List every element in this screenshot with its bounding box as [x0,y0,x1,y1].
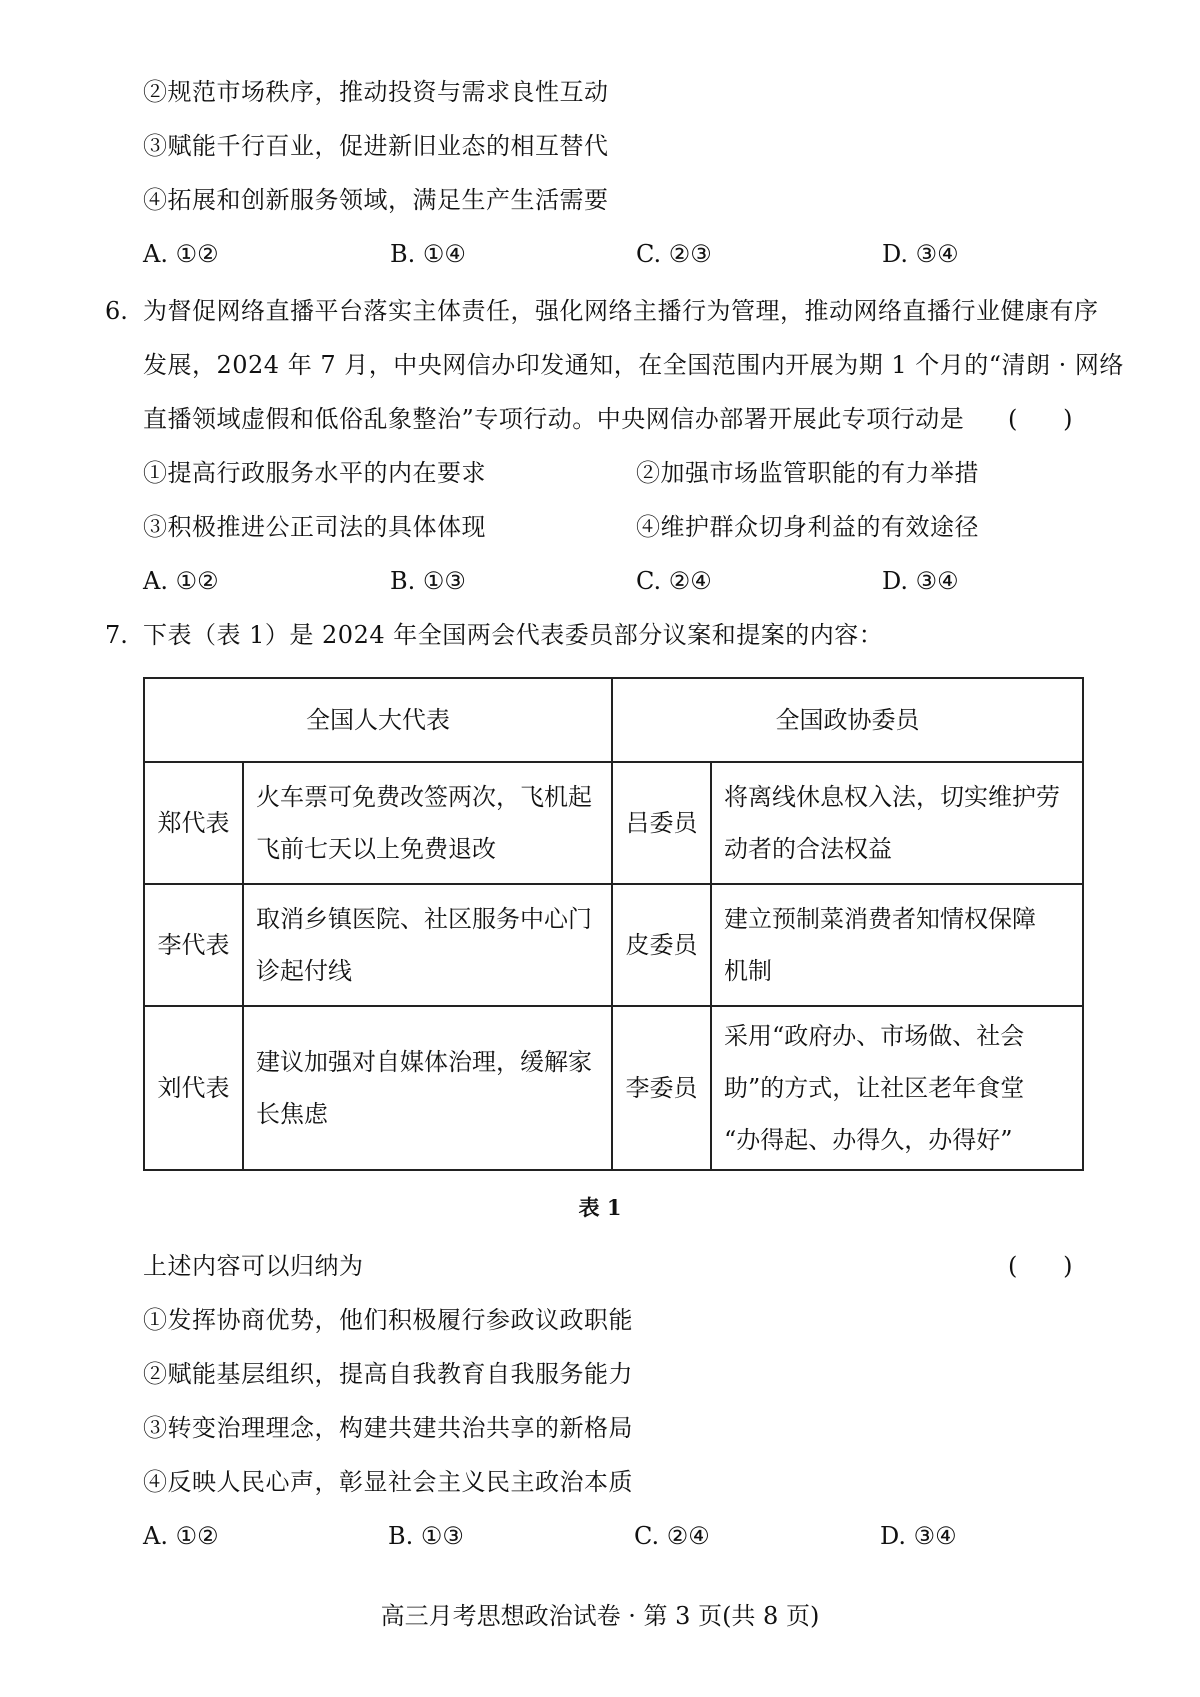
deputy-proposal-line: 取消乡镇医院、社区服务中心门 [256,905,592,933]
deputy-proposal-line: 飞前七天以上免费退改 [256,835,496,863]
q5-item-2: ②规范市场秩序，推动投资与需求良性互动 [143,78,609,106]
q7-number: 7. [105,621,128,649]
member-proposal-line: 助”的方式，让社区老年食堂 [724,1074,1025,1102]
deputy-proposal [243,884,612,1006]
member-proposal [711,762,1083,884]
q7-stem: 下表（表 1）是 2024 年全国两会代表委员部分议案和提案的内容： [143,621,884,649]
deputy-proposal-line: 长焦虑 [256,1100,328,1128]
table-row [144,762,1083,884]
q7-answer-paren: ( ) [1008,1252,1073,1280]
page-footer: 高三月考思想政治试卷 · 第 3 页(共 8 页) [380,1602,820,1630]
deputy-proposal-line: 建议加强对自媒体治理，缓解家 [256,1048,592,1076]
q6-number: 6. [105,297,128,325]
table-row [144,1006,1083,1170]
table-caption: 表 1 [578,1195,622,1220]
member-name: 吕委员 [612,762,711,884]
member-proposal-line: 动者的合法权益 [724,835,892,863]
q7-item-4: ④反映人民心声，彰显社会主义民主政治本质 [143,1468,633,1496]
q6-stem-line-3: 直播领域虚假和低俗乱象整治”专项行动。中央网信办部署开展此专项行动是 [143,405,965,433]
member-proposal-line: 建立预制菜消费者知情权保障 [724,905,1036,933]
q7-option-d: D. ③④ [880,1522,957,1550]
q6-option-c: C. ②④ [636,567,712,595]
q5-option-c: C. ②③ [636,240,712,268]
q6-item-1: ①提高行政服务水平的内在要求 [143,459,486,487]
q6-item-3: ③积极推进公正司法的具体体现 [143,513,486,541]
q6-answer-paren: ( ) [1008,405,1073,433]
q7-item-2: ②赋能基层组织，提高自我教育自我服务能力 [143,1360,633,1388]
deputy-name: 刘代表 [144,1006,243,1170]
member-proposal [711,884,1083,1006]
header-cppcc-members: 全国政协委员 [612,678,1083,762]
proposal-table [143,677,1084,1171]
deputy-proposal [243,762,612,884]
member-proposal-line: 将离线休息权入法，切实维护劳 [724,783,1060,811]
q6-option-a: A. ①② [143,567,219,595]
deputy-proposal-line: 火车票可免费改签两次，飞机起 [256,783,592,811]
deputy-name: 李代表 [144,884,243,1006]
deputy-proposal [243,1006,612,1170]
member-name: 皮委员 [612,884,711,1006]
q7-option-b: B. ①③ [388,1522,464,1550]
deputy-proposal-line: 诊起付线 [256,957,352,985]
q5-item-3: ③赋能千行百业，促进新旧业态的相互替代 [143,132,609,160]
q5-option-d: D. ③④ [882,240,959,268]
q7-option-c: C. ②④ [634,1522,710,1550]
q6-stem-line-2: 发展，2024 年 7 月，中央网信办印发通知，在全国范围内开展为期 1 个月的“清朗 · 网络 [143,351,1124,379]
table-header-row [144,678,1083,762]
q6-stem-line-1: 为督促网络直播平台落实主体责任，强化网络主播行为管理，推动网络直播行业健康有序 [143,297,1099,325]
member-name: 李委员 [612,1006,711,1170]
member-proposal-line: 采用“政府办、市场做、社会 [724,1022,1025,1050]
q5-item-4: ④拓展和创新服务领域，满足生产生活需要 [143,186,609,214]
q7-option-a: A. ①② [143,1522,219,1550]
q7-lead: 上述内容可以归纳为 [143,1252,364,1280]
q6-option-b: B. ①③ [390,567,466,595]
member-proposal-line: 机制 [724,957,772,985]
header-npc-deputies: 全国人大代表 [144,678,612,762]
deputy-name: 郑代表 [144,762,243,884]
q7-item-1: ①发挥协商优势，他们积极履行参政议政职能 [143,1306,633,1334]
member-proposal [711,1006,1083,1170]
q7-item-3: ③转变治理理念，构建共建共治共享的新格局 [143,1414,633,1442]
q5-option-a: A. ①② [143,240,219,268]
q6-option-d: D. ③④ [882,567,959,595]
q6-item-2: ②加强市场监管职能的有力举措 [636,459,979,487]
member-proposal-line: “办得起、办得久，办得好” [724,1126,1013,1154]
q5-option-b: B. ①④ [390,240,466,268]
q6-item-4: ④维护群众切身利益的有效途径 [636,513,979,541]
table-row [144,884,1083,1006]
